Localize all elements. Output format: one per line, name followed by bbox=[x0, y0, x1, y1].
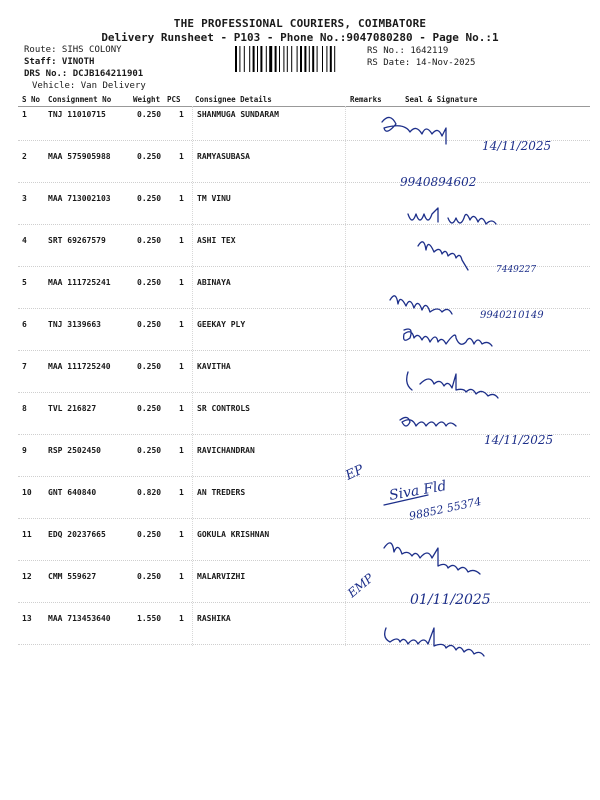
cell-pcs: 1 bbox=[179, 278, 184, 287]
cell-weight: 0.250 bbox=[137, 446, 162, 455]
col-sno: S No bbox=[22, 95, 41, 104]
cell-sno: 10 bbox=[22, 488, 32, 497]
col-consignment: Consignment No bbox=[48, 95, 112, 104]
cell-consignee: SR CONTROLS bbox=[197, 404, 250, 413]
col-weight: Weight bbox=[133, 95, 161, 104]
staff-label: Staff: VINOTH bbox=[24, 57, 95, 67]
signature-mark bbox=[382, 117, 446, 144]
handwritten-date: 01/11/2025 bbox=[410, 592, 491, 608]
cell-consignment: CMM 559627 bbox=[48, 572, 97, 581]
cell-sno: 1 bbox=[22, 110, 27, 119]
cell-weight: 0.250 bbox=[137, 236, 162, 245]
cell-pcs: 1 bbox=[179, 152, 184, 161]
cell-sno: 9 bbox=[22, 446, 27, 455]
cell-consignment: MAA 111725240 bbox=[48, 362, 111, 371]
cell-weight: 0.250 bbox=[137, 362, 162, 371]
cell-consignee: SHANMUGA SUNDARAM bbox=[197, 110, 279, 119]
signature-mark bbox=[390, 296, 452, 314]
cell-sno: 11 bbox=[22, 530, 32, 539]
handwritten-number: 9940894602 bbox=[400, 175, 477, 189]
handwritten-emp: EMP bbox=[344, 570, 377, 601]
cell-consignee: GEEKAY PLY bbox=[197, 320, 246, 329]
rs-number: RS No.: 1642119 bbox=[367, 46, 449, 56]
company-title: THE PROFESSIONAL COURIERS, COIMBATORE bbox=[173, 17, 427, 30]
signature-mark bbox=[407, 372, 498, 398]
cell-pcs: 1 bbox=[179, 572, 184, 581]
drs-number: DRS No.: DCJB164211901 bbox=[24, 69, 144, 79]
cell-consignee: RASHIKA bbox=[197, 614, 231, 623]
signature-mark bbox=[418, 242, 468, 270]
cell-consignment: MAA 713002103 bbox=[48, 194, 111, 203]
cell-pcs: 1 bbox=[179, 362, 184, 371]
handwritten-number: 9940210149 bbox=[480, 310, 544, 321]
cell-consignment: TNJ 11010715 bbox=[48, 110, 106, 119]
cell-consignee: RAMYASUBASA bbox=[197, 152, 250, 161]
cell-pcs: 1 bbox=[179, 236, 184, 245]
cell-pcs: 1 bbox=[179, 530, 184, 539]
cell-pcs: 1 bbox=[179, 320, 184, 329]
cell-consignee: KAVITHA bbox=[197, 362, 231, 371]
cell-weight: 0.250 bbox=[137, 110, 162, 119]
col-consignee: Consignee Details bbox=[195, 95, 272, 104]
cell-pcs: 1 bbox=[179, 110, 184, 119]
signature-mark bbox=[404, 329, 492, 346]
signature-mark bbox=[384, 543, 480, 574]
cell-consignment: MAA 111725241 bbox=[48, 278, 111, 287]
cell-sno: 4 bbox=[22, 236, 27, 245]
handwritten-date: 14/11/2025 bbox=[484, 433, 554, 447]
handwritten-ep: EP bbox=[343, 462, 367, 484]
cell-consignee: TM VINU bbox=[197, 194, 231, 203]
cell-pcs: 1 bbox=[179, 194, 184, 203]
handwritten-number: 98852 55374 bbox=[407, 494, 483, 523]
cell-weight: 0.250 bbox=[137, 278, 162, 287]
cell-sno: 6 bbox=[22, 320, 27, 329]
col-seal-signature: Seal & Signature bbox=[405, 95, 478, 104]
cell-consignee: GOKULA KRISHNAN bbox=[197, 530, 270, 539]
cell-consignee: ASHI TEX bbox=[197, 236, 236, 245]
col-remarks: Remarks bbox=[350, 95, 382, 104]
cell-sno: 2 bbox=[22, 152, 27, 161]
cell-consignee: AN TREDERS bbox=[197, 488, 246, 497]
handwritten-date: 14/11/2025 bbox=[482, 139, 552, 153]
cell-consignee: RAVICHANDRAN bbox=[197, 446, 255, 455]
cell-sno: 12 bbox=[22, 572, 32, 581]
cell-weight: 0.820 bbox=[137, 488, 162, 497]
col-pcs: PCS bbox=[167, 95, 181, 104]
cell-weight: 0.250 bbox=[137, 530, 162, 539]
cell-consignment: EDQ 20237665 bbox=[48, 530, 106, 539]
cell-pcs: 1 bbox=[179, 488, 184, 497]
vehicle-label: Vehicle: Van Delivery bbox=[32, 81, 146, 91]
signature-mark bbox=[385, 628, 484, 656]
cell-consignment: RSP 2502450 bbox=[48, 446, 101, 455]
signature-mark bbox=[408, 208, 496, 224]
cell-weight: 0.250 bbox=[137, 572, 162, 581]
cell-consignment: TVL 216827 bbox=[48, 404, 97, 413]
cell-weight: 0.250 bbox=[137, 320, 162, 329]
cell-consignment: SRT 69267579 bbox=[48, 236, 106, 245]
handwritten-number: 7449227 bbox=[496, 265, 537, 275]
cell-sno: 3 bbox=[22, 194, 27, 203]
signature-mark bbox=[400, 417, 456, 426]
cell-consignment: MAA 575905988 bbox=[48, 152, 111, 161]
runsheet-subtitle: Delivery Runsheet - P103 - Phone No.:9047080280 - Page No.:1 bbox=[101, 31, 499, 44]
cell-consignment: MAA 713453640 bbox=[48, 614, 111, 623]
cell-weight: 1.550 bbox=[137, 614, 162, 623]
cell-sno: 5 bbox=[22, 278, 27, 287]
cell-consignment: GNT 640840 bbox=[48, 488, 97, 497]
cell-pcs: 1 bbox=[179, 614, 184, 623]
cell-sno: 8 bbox=[22, 404, 27, 413]
cell-weight: 0.250 bbox=[137, 194, 162, 203]
cell-pcs: 1 bbox=[179, 404, 184, 413]
handwritten-name: Siva Fld bbox=[387, 478, 448, 504]
cell-pcs: 1 bbox=[179, 446, 184, 455]
cell-consignment: TNJ 3139663 bbox=[48, 320, 101, 329]
cell-sno: 13 bbox=[22, 614, 32, 623]
cell-weight: 0.250 bbox=[137, 152, 162, 161]
cell-sno: 7 bbox=[22, 362, 27, 371]
route-label: Route: SIHS COLONY bbox=[24, 45, 122, 55]
cell-weight: 0.250 bbox=[137, 404, 162, 413]
rs-date: RS Date: 14-Nov-2025 bbox=[367, 58, 476, 68]
cell-consignee: ABINAYA bbox=[197, 278, 231, 287]
cell-consignee: MALARVIZHI bbox=[197, 572, 246, 581]
